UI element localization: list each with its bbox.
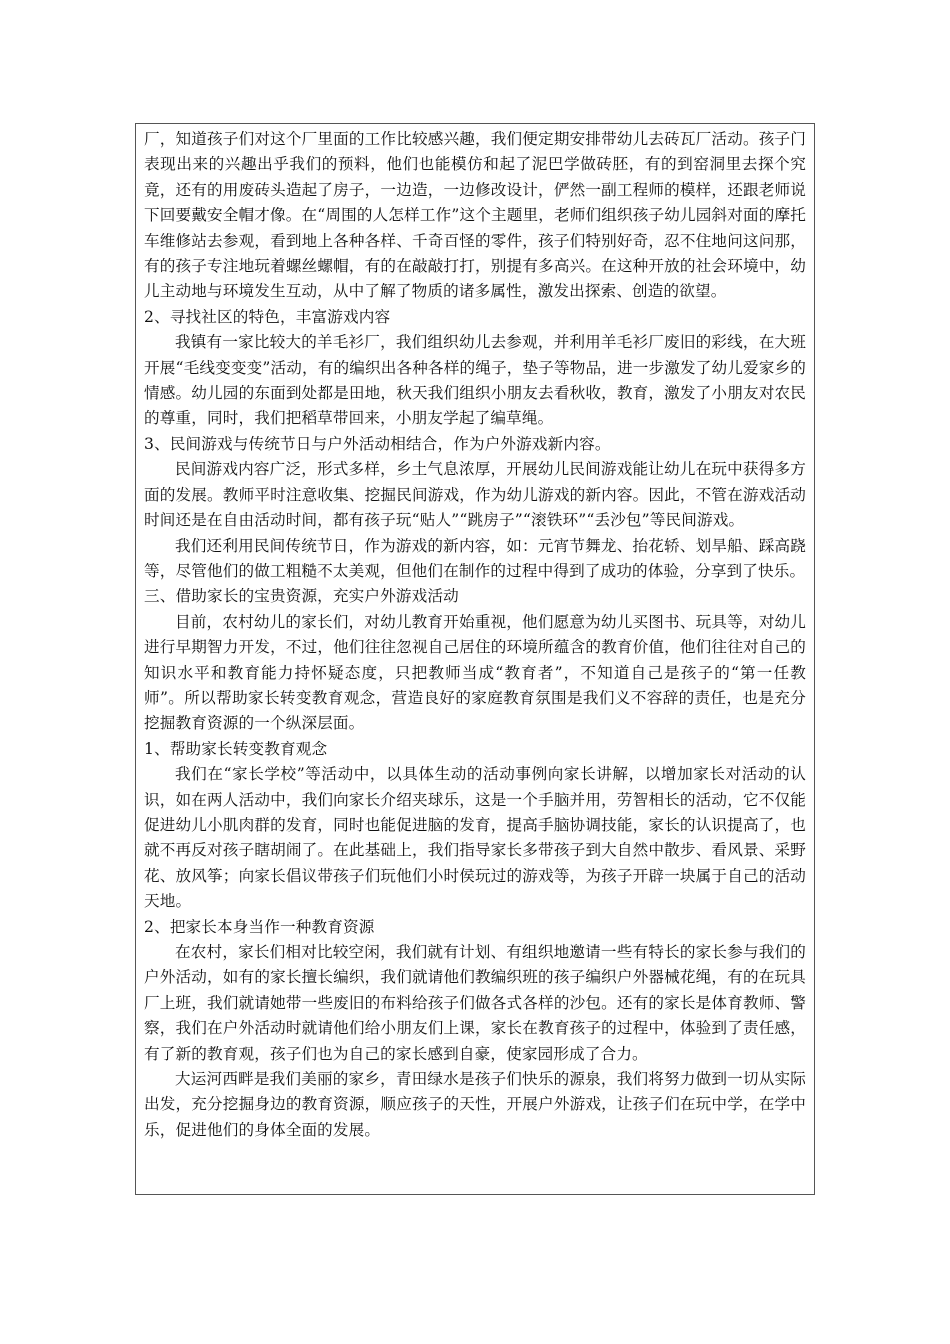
section-heading: 3、民间游戏与传统节日与户外活动相结合，作为户外游戏新内容。: [144, 434, 611, 453]
section-heading: 1、帮助家长转变教育观念: [144, 739, 328, 758]
body-paragraph: 在农村，家长们相对比较空闲，我们就有计划、有组织地邀请一些有特长的家长参与我们的户外活动，如有的家长擅长编织，我们就请他们教编织班的孩子编织户外器械花绳，有的在玩具厂上班，我们就请她带一些废旧的布料给孩子们做各式各样的沙包。还有的家长是体育教师、警察，我们在户外活动时就请他们给小朋友们上课，家长在教育孩子的过程中，体验到了责任感，有了新的教育观，孩子们也为自己的家长感到自豪，使家园形成了合力。: [144, 943, 806, 1063]
body-paragraph: 目前，农村幼儿的家长们，对幼儿教育开始重视，他们愿意为幼儿买图书、玩具等，对幼儿进行早期智力开发，不过，他们往往忽视自己居住的环境所蕴含的教育价值，他们往往对自己的知识水平和教育能力持怀疑态度，只把教师当成“教育者”，不知道自己是孩子的“第一任教师”。所以帮助家长转变教育观念，营造良好的家庭教育氛围是我们义不容辞的责任，也是充分挖掘教育资源的一个纵深层面。: [144, 612, 806, 733]
body-paragraph: 我镇有一家比较大的羊毛衫厂，我们组织幼儿去参观，并利用羊毛衫厂废旧的彩线，在大班开展“毛线变变变”活动，有的编织出各种各样的绳子，垫子等物品，进一步激发了幼儿爱家乡的情感。幼儿园的东面到处都是田地，秋天我们组织小朋友去看秋收，教育，激发了小朋友对农民的尊重，同时，我们把稻草带回来，小朋友学起了编草绳。: [144, 333, 806, 428]
chapter-heading: 三、借助家长的宝贵资源，充实户外游戏活动: [144, 587, 459, 606]
body-paragraph: 我们在“家长学校”等活动中，以具体生动的活动事例向家长讲解，以增加家长对活动的认识，如在两人活动中，我们向家长介绍夹球乐，这是一个手脑并用，劳智相长的活动，它不仅能促进幼儿小肌肉群的发育，同时也能促进脑的发育，提高手脑协调技能，家长的认识提高了，也就不再反对孩子瞎胡闹了。在此基础上，我们指导家长多带孩子到大自然中散步、看风景、采野花、放风筝；向家长倡议带孩子们玩他们小时侯玩过的游戏等，为孩子开辟一块属于自己的活动天地。: [144, 765, 806, 911]
section-heading: 2、把家长本身当作一种教育资源: [144, 917, 375, 936]
section-heading: 2、寻找社区的特色，丰富游戏内容: [144, 307, 391, 326]
document-table-cell: [135, 123, 815, 1195]
body-paragraph: 我们还利用民间传统节日，作为游戏的新内容，如：元宵节舞龙、抬花轿、划旱船、踩高跷等，尽管他们的做工粗糙不太美观，但他们在制作的过程中得到了成功的体验，分享到了快乐。: [144, 536, 806, 580]
body-paragraph: 民间游戏内容广泛，形式多样，乡土气息浓厚，开展幼儿民间游戏能让幼儿在玩中获得多方面的发展。教师平时注意收集、挖掘民间游戏，作为幼儿游戏的新内容。因此，不管在游戏活动时间还是在自由活动时间，都有孩子玩“贴人”“跳房子”“滚铁环”“丢沙包”等民间游戏。: [144, 460, 806, 530]
closing-paragraph: 大运河西畔是我们美丽的家乡，青田绿水是孩子们快乐的源泉，我们将努力做到一切从实际出发，充分挖掘身边的教育资源，顺应孩子的天性，开展户外游戏，让孩子们在玩中学，在学中乐，促进他们的身体全面的发展。: [144, 1070, 806, 1139]
body-paragraph: 厂，知道孩子们对这个厂里面的工作比较感兴趣，我们便定期安排带幼儿去砖瓦厂活动。孩子门表现出来的兴趣出乎我们的预料，他们也能模仿和起了泥巴学做砖胚，有的到窑洞里去探个究竟，还有的用废砖头造起了房子，一边造，一边修改设计，俨然一副工程师的模样，还跟老师说下回要戴安全帽才像。在“周围的人怎样工作”这个主题里，老师们组织孩子幼儿园斜对面的摩托车维修站去参观，看到地上各种各样、千奇百怪的零件，孩子们特别好奇，忍不住地问这问那，有的孩子专注地玩着螺丝螺帽，有的在敲敲打打，别提有多高兴。在这种开放的社会环境中，幼儿主动地与环境发生互动，从中了解了物质的诸多属性，激发出探索、创造的欲望。: [144, 130, 806, 301]
